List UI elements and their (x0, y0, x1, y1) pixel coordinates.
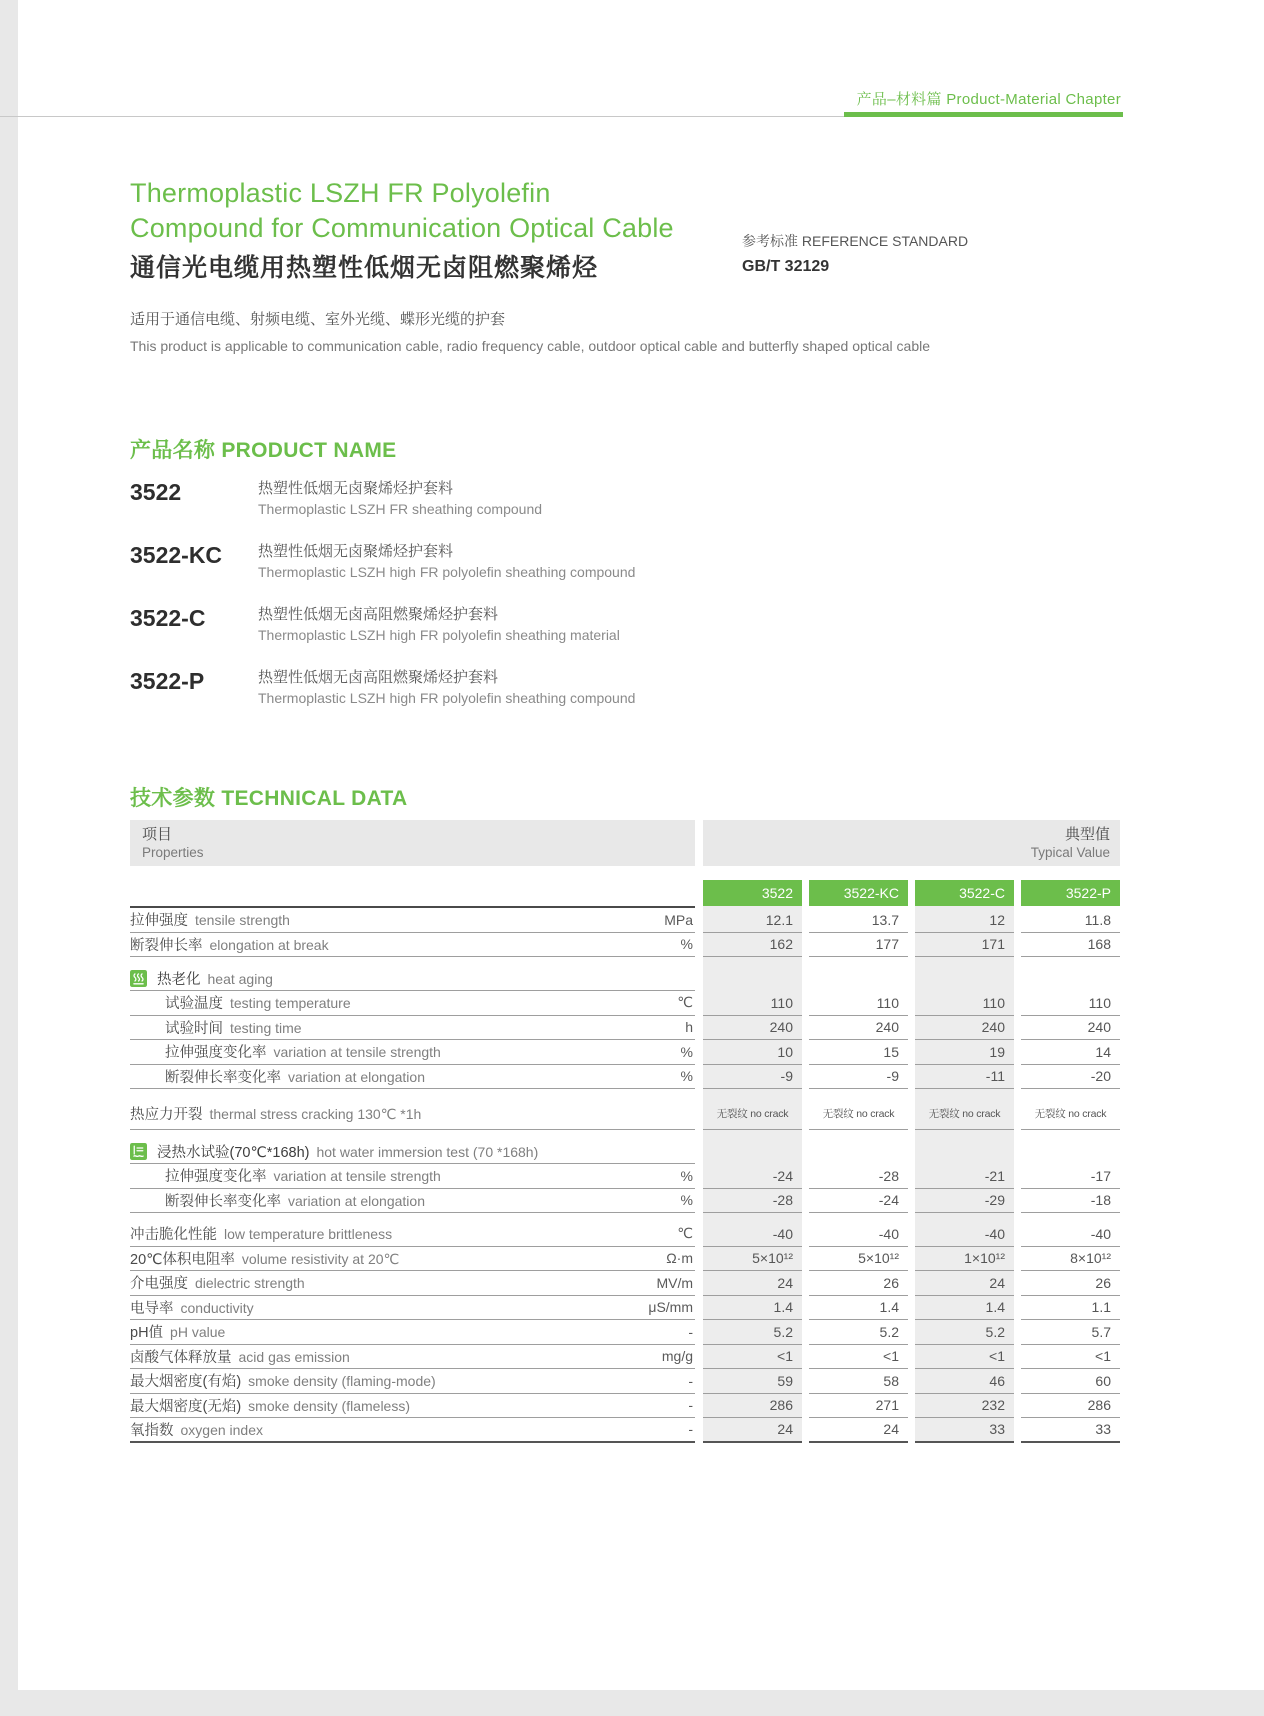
property-label (130, 1165, 608, 1186)
unit-cell: % (680, 936, 693, 953)
product-title-zh: 通信光电缆用热塑性低烟无卤阻燃聚烯烃 (130, 254, 599, 282)
value-cell: 11.8 (1021, 908, 1120, 933)
page-left-edge (0, 0, 18, 1716)
properties-header-cell (130, 820, 695, 866)
product-title-en (130, 176, 674, 246)
property-label-en: dielectric strength (195, 1275, 305, 1292)
unit-cell: MV/m (656, 1274, 693, 1291)
group-label (157, 968, 695, 989)
value-cell: 286 (1021, 1394, 1120, 1419)
property-label (130, 1066, 608, 1087)
unit-cell: ℃ (677, 1225, 693, 1242)
value-cell: 1.1 (1021, 1296, 1120, 1321)
value-cell: 240 (809, 1016, 908, 1041)
chapter-header: 产品–材料篇 Product-Material Chapter (856, 91, 1121, 108)
typical-value-header-en: Typical Value (1030, 845, 1110, 860)
properties-header-en: Properties (142, 845, 204, 860)
product-item (130, 478, 830, 520)
value-cell: 171 (915, 933, 1014, 958)
property-label-en: testing time (230, 1019, 302, 1036)
column-gutter (695, 1222, 703, 1247)
product-description-zh: 热塑性低烟无卤聚烯烃护套料 (258, 480, 454, 497)
product-item (130, 541, 830, 583)
unit-cell: ℃ (677, 994, 693, 1011)
property-label (130, 1297, 608, 1318)
table-row (130, 933, 1120, 958)
column-gutter (695, 1418, 703, 1443)
product-description-en: Thermoplastic LSZH high FR polyolefin sheathing material (258, 627, 620, 643)
product-item (130, 667, 830, 709)
unit-cell: % (680, 1068, 693, 1085)
property-label (130, 1370, 608, 1391)
grade-column-headers (703, 880, 1120, 906)
unit-cell: % (680, 1167, 693, 1184)
column-gutter (695, 1098, 703, 1130)
value-cell: -40 (809, 1222, 908, 1247)
applicability-en: This product is applicable to communication cable, radio frequency cable, outdoor optical cable and butterfly shaped optical cable (130, 338, 931, 354)
property-label-zh: 拉伸强度 (130, 913, 188, 930)
property-label-en: smoke density (flameless) (248, 1397, 410, 1414)
column-gutter (695, 1164, 703, 1189)
table-row (130, 1065, 1120, 1090)
property-label-zh: 拉伸强度变化率 (165, 1045, 267, 1062)
product-description-zh: 热塑性低烟无卤聚烯烃护套料 (258, 543, 454, 560)
property-label-zh: 热应力开裂 (130, 1107, 203, 1123)
property-label-en: pH value (170, 1324, 226, 1341)
product-description (258, 667, 830, 709)
property-label-zh: 试验时间 (165, 1020, 223, 1037)
value-cell: 1.4 (915, 1296, 1014, 1321)
typical-value-header-zh: 典型值 (1064, 826, 1110, 843)
value-cell: <1 (809, 1345, 908, 1370)
group-label-zh: 热老化 (157, 971, 201, 988)
value-cell: 14 (1021, 1040, 1120, 1065)
property-label-en: low temperature brittleness (224, 1226, 393, 1243)
column-gutter (695, 933, 703, 958)
property-cell (130, 1296, 695, 1321)
product-code: 3522-C (130, 605, 206, 631)
heat-aging-icon (130, 970, 147, 987)
property-label (130, 1190, 608, 1211)
property-cell (130, 1418, 695, 1443)
value-cell: 12.1 (703, 908, 802, 933)
product-description-en: Thermoplastic LSZH high FR polyolefin sheathing compound (258, 690, 636, 706)
property-cell (130, 1040, 695, 1065)
value-cell: -11 (915, 1065, 1014, 1090)
unit-cell: % (680, 1192, 693, 1209)
property-cell (130, 991, 695, 1016)
value-cell: 无裂纹 no crack (1021, 1098, 1120, 1130)
unit-cell: μS/mm (648, 1299, 693, 1316)
properties-header-zh: 项目 (142, 826, 173, 843)
product-description-en: Thermoplastic LSZH high FR polyolefin sheathing compound (258, 564, 636, 580)
column-gutter (695, 1040, 703, 1065)
property-label (130, 1395, 608, 1416)
grade-column-header: 3522-KC (809, 880, 908, 906)
value-cell: 无裂纹 no crack (809, 1098, 908, 1130)
value-cell: 13.7 (809, 908, 908, 933)
table-row (130, 1222, 1120, 1247)
property-label-en: smoke density (flaming-mode) (248, 1373, 436, 1390)
column-gutter (695, 1320, 703, 1345)
value-cell: 5.2 (703, 1320, 802, 1345)
value-cell: 5.2 (809, 1320, 908, 1345)
value-cell: 24 (703, 1418, 802, 1443)
value-cell: -40 (1021, 1222, 1120, 1247)
value-cell: 5.2 (915, 1320, 1014, 1345)
property-cell (130, 1320, 695, 1345)
property-cell (130, 933, 695, 958)
value-cell: -24 (809, 1189, 908, 1214)
unit-cell: MPa (664, 911, 693, 928)
property-label-en: variation at tensile strength (273, 1168, 441, 1185)
product-description (258, 604, 830, 646)
product-name-heading: 产品名称 PRODUCT NAME (130, 439, 397, 462)
grade-column-header: 3522 (703, 880, 802, 906)
product-code: 3522 (130, 479, 182, 505)
value-cell: <1 (1021, 1345, 1120, 1370)
product-code: 3522-P (130, 668, 205, 694)
column-gutter (695, 1016, 703, 1041)
property-label-zh: 拉伸强度变化率 (165, 1169, 267, 1186)
property-label-en: acid gas emission (238, 1348, 350, 1365)
property-label-zh: 试验温度 (165, 996, 223, 1013)
product-description (258, 541, 830, 583)
value-cell: 26 (809, 1271, 908, 1296)
property-label-en: thermal stress cracking 130℃ *1h (209, 1106, 422, 1122)
value-cell: 12 (915, 908, 1014, 933)
unit-cell: - (688, 1323, 693, 1340)
value-cell: 33 (915, 1418, 1014, 1443)
property-label-zh: 最大烟密度(无焰) (130, 1398, 242, 1415)
value-cell: -17 (1021, 1164, 1120, 1189)
grade-column-header: 3522-C (915, 880, 1014, 906)
value-cell: -40 (703, 1222, 802, 1247)
value-cell: 162 (703, 933, 802, 958)
value-cell: -28 (703, 1189, 802, 1214)
table-row (130, 1040, 1120, 1065)
value-cell: 58 (809, 1369, 908, 1394)
product-description-zh: 热塑性低烟无卤高阻燃聚烯烃护套料 (258, 669, 499, 686)
property-label-zh: 卤酸气体释放量 (130, 1349, 232, 1366)
property-label (130, 934, 608, 955)
table-row (130, 1320, 1120, 1345)
value-cell: -9 (809, 1065, 908, 1090)
table-row (130, 1271, 1120, 1296)
property-label-zh: 最大烟密度(有焰) (130, 1374, 242, 1391)
value-cell: 177 (809, 933, 908, 958)
property-label (130, 909, 608, 930)
property-label-en: variation at tensile strength (273, 1044, 441, 1061)
value-cell: 240 (915, 1016, 1014, 1041)
value-cell: 15 (809, 1040, 908, 1065)
property-cell (130, 908, 695, 933)
column-gutter (695, 1247, 703, 1272)
table-row (130, 1345, 1120, 1370)
column-gutter (695, 1394, 703, 1419)
value-cell: 110 (703, 991, 802, 1016)
property-label (130, 1321, 608, 1342)
table-row (130, 1418, 1120, 1443)
group-label-cell (130, 966, 695, 991)
property-label (130, 1272, 608, 1293)
product-description-en: Thermoplastic LSZH FR sheathing compound (258, 501, 543, 517)
property-cell (130, 1394, 695, 1419)
product-list (130, 478, 830, 730)
table-row (130, 1247, 1120, 1272)
property-label (130, 1346, 608, 1367)
value-cell: 271 (809, 1394, 908, 1419)
column-gutter (695, 908, 703, 933)
property-label-en: elongation at break (209, 936, 329, 953)
table-row (130, 991, 1120, 1016)
reference-standard-label: 参考标准 REFERENCE STANDARD (742, 233, 969, 249)
column-gutter (695, 1369, 703, 1394)
property-cell (130, 1345, 695, 1370)
property-label-zh: 断裂伸长率 (130, 937, 203, 954)
table-body (130, 906, 1120, 1443)
applicability (130, 308, 930, 354)
hot-water-immersion-icon (130, 1143, 147, 1160)
property-label-zh: 电导率 (130, 1300, 174, 1317)
technical-data-heading: 技术参数 TECHNICAL DATA (130, 787, 408, 810)
product-code: 3522-KC (130, 542, 223, 568)
value-cell: 240 (1021, 1016, 1120, 1041)
product-item (130, 604, 830, 646)
column-gutter (695, 1296, 703, 1321)
property-cell (130, 1271, 695, 1296)
value-cell: 110 (915, 991, 1014, 1016)
value-cell: 24 (915, 1271, 1014, 1296)
group-label-cell (130, 1139, 695, 1164)
value-cell: 1.4 (703, 1296, 802, 1321)
table-group-row (130, 1139, 1120, 1164)
value-cell: -20 (1021, 1065, 1120, 1090)
value-cell: 60 (1021, 1369, 1120, 1394)
value-cell: -18 (1021, 1189, 1120, 1214)
typical-value-header-cell (703, 820, 1120, 866)
value-cell: 46 (915, 1369, 1014, 1394)
value-cell: -24 (703, 1164, 802, 1189)
value-cell: -40 (915, 1222, 1014, 1247)
value-cell: <1 (915, 1345, 1014, 1370)
property-label (130, 1017, 608, 1038)
value-cell: 10 (703, 1040, 802, 1065)
property-label (130, 1223, 608, 1244)
column-gutter (695, 1271, 703, 1296)
value-cell: 5×10¹² (809, 1247, 908, 1272)
row-gap (130, 957, 1120, 966)
group-label-en: heat aging (207, 970, 273, 987)
value-cell: -28 (809, 1164, 908, 1189)
property-label (130, 1103, 608, 1124)
table-row (130, 1189, 1120, 1214)
property-label-en: variation at elongation (288, 1068, 425, 1085)
value-cell: 26 (1021, 1271, 1120, 1296)
column-gutter (695, 1065, 703, 1090)
property-cell (130, 1016, 695, 1041)
table-row (130, 908, 1120, 933)
property-cell (130, 1164, 695, 1189)
unit-cell: Ω·m (666, 1250, 693, 1267)
property-label-en: tensile strength (195, 912, 290, 929)
value-cell: 59 (703, 1369, 802, 1394)
value-cell: 5×10¹² (703, 1247, 802, 1272)
product-title-en-line1: Thermoplastic LSZH FR Polyolefin (130, 178, 551, 208)
value-cell: <1 (703, 1345, 802, 1370)
table-row (130, 1394, 1120, 1419)
value-cell: 110 (809, 991, 908, 1016)
value-cell: 无裂纹 no crack (703, 1098, 802, 1130)
property-cell (130, 1222, 695, 1247)
unit-cell: h (685, 1019, 693, 1036)
property-label-zh: 冲击脆化性能 (130, 1227, 217, 1244)
value-cell: 24 (703, 1271, 802, 1296)
row-gap (130, 1089, 1120, 1098)
property-label-zh: pH值 (130, 1325, 164, 1342)
unit-cell: mg/g (661, 1348, 693, 1365)
unit-cell: - (688, 1421, 693, 1438)
property-label-zh: 20℃体积电阻率 (130, 1251, 235, 1268)
row-gap (130, 1130, 1120, 1139)
property-label-zh: 断裂伸长率变化率 (165, 1193, 281, 1210)
value-cell: 1×10¹² (915, 1247, 1014, 1272)
property-cell (130, 1189, 695, 1214)
property-label-zh: 介电强度 (130, 1276, 188, 1293)
property-cell (130, 1098, 695, 1130)
property-label (130, 992, 608, 1013)
unit-cell: - (688, 1397, 693, 1414)
row-gap (130, 1213, 1120, 1222)
value-cell: -29 (915, 1189, 1014, 1214)
value-cell: 110 (1021, 991, 1120, 1016)
applicability-zh: 适用于通信电缆、射频电缆、室外光缆、蝶形光缆的护套 (130, 311, 506, 328)
group-label (157, 1141, 695, 1162)
product-title-en-line2: Compound for Communication Optical Cable (130, 213, 674, 243)
unit-cell: % (680, 1043, 693, 1060)
value-cell: 232 (915, 1394, 1014, 1419)
property-label-en: volume resistivity at 20℃ (241, 1250, 400, 1267)
value-cell: 8×10¹² (1021, 1247, 1120, 1272)
header-accent-bar (844, 112, 1123, 117)
table-row (130, 1164, 1120, 1189)
property-cell (130, 1247, 695, 1272)
column-gutter (695, 991, 703, 1016)
table-row (130, 1296, 1120, 1321)
property-label-en: conductivity (180, 1299, 254, 1316)
grade-column-header: 3522-P (1021, 880, 1120, 906)
value-cell: 24 (809, 1418, 908, 1443)
reference-standard (742, 231, 968, 276)
value-cell: 33 (1021, 1418, 1120, 1443)
value-cell: 240 (703, 1016, 802, 1041)
value-cell: -21 (915, 1164, 1014, 1189)
property-label-en: variation at elongation (288, 1192, 425, 1209)
table-row (130, 1369, 1120, 1394)
product-description (258, 478, 830, 520)
table-group-row (130, 966, 1120, 991)
value-cell: -9 (703, 1065, 802, 1090)
value-cell: 无裂纹 no crack (915, 1098, 1014, 1130)
column-gutter (695, 1345, 703, 1370)
property-label (130, 1419, 608, 1440)
value-cell: 286 (703, 1394, 802, 1419)
page-bottom-edge (0, 1690, 1264, 1716)
value-cell: 1.4 (809, 1296, 908, 1321)
property-label (130, 1248, 608, 1269)
value-cell: 168 (1021, 933, 1120, 958)
column-gutter (695, 1189, 703, 1214)
value-cell: 19 (915, 1040, 1014, 1065)
product-description-zh: 热塑性低烟无卤高阻燃聚烯烃护套料 (258, 606, 499, 623)
property-cell (130, 1065, 695, 1090)
group-label-zh: 浸热水试验(70℃*168h) (157, 1144, 310, 1161)
table-row (130, 1016, 1120, 1041)
property-label-zh: 断裂伸长率变化率 (165, 1069, 281, 1086)
reference-standard-value: GB/T 32129 (742, 258, 830, 275)
property-label-en: testing temperature (230, 995, 351, 1012)
property-cell (130, 1369, 695, 1394)
value-cell: 5.7 (1021, 1320, 1120, 1345)
table-row (130, 1098, 1120, 1130)
property-label (130, 1041, 608, 1062)
unit-cell: - (688, 1372, 693, 1389)
property-label-zh: 氧指数 (130, 1422, 174, 1439)
group-label-en: hot water immersion test (70 *168h) (316, 1143, 539, 1160)
property-label-en: oxygen index (180, 1421, 264, 1438)
